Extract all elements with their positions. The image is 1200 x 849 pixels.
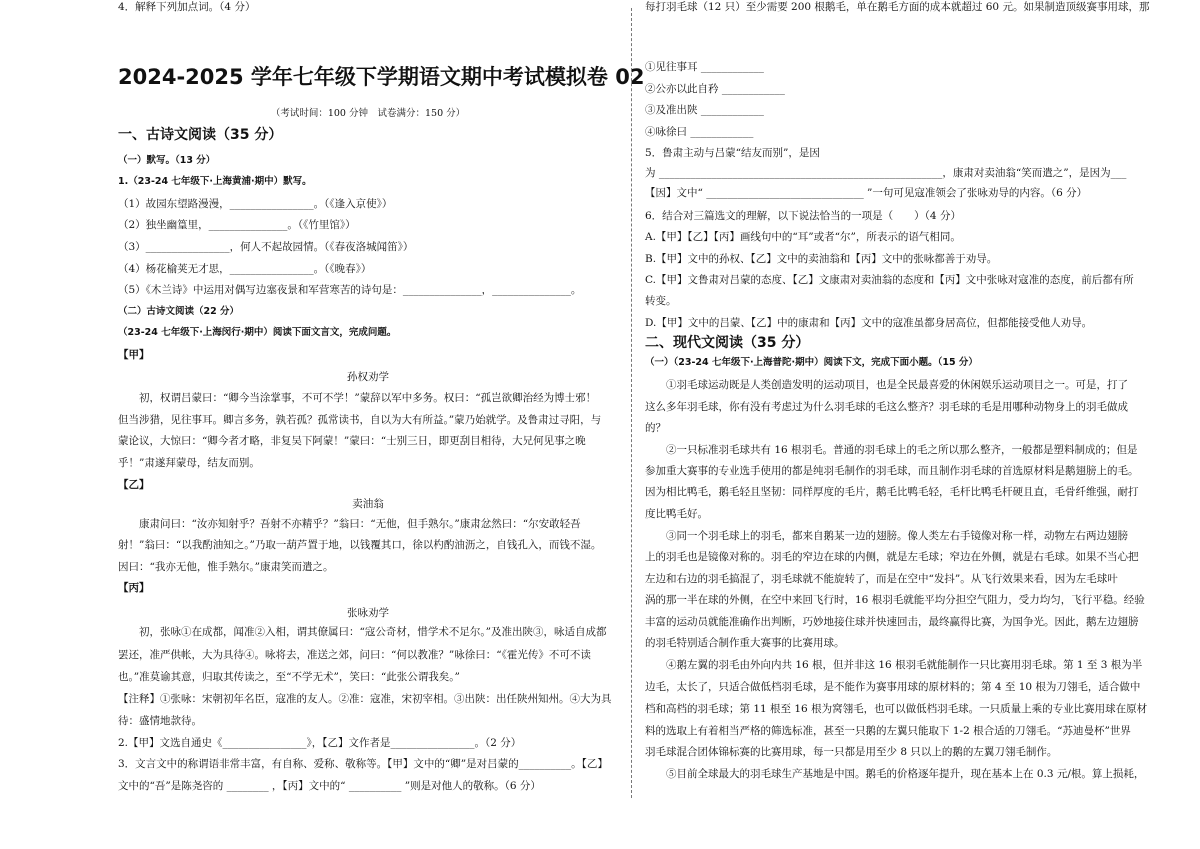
right-line: ②一只标准羽毛球共有 16 根羽毛。普通的羽毛球上的毛之所以那么整齐，一般都是塑料制成的；但是 [666, 444, 1138, 456]
right-line: 边毛，太长了，只适合做低档羽毛球，是不能作为赛事用球的原材料的；第 4 至 10 根为刀翎毛，适合做中 [645, 681, 1141, 693]
section-heading: 一、古诗文阅读（35 分） [118, 127, 283, 143]
right-line: 的？ [645, 422, 666, 434]
left-line: 但当涉猎，见往事耳。卿言多务，孰若孤？孤常读书，自以为大有所益。”蒙乃始就学。及鲁肃过寻阳，与 [118, 414, 602, 426]
left-line: 【乙】 [118, 479, 150, 491]
left-line: 康肃问曰：“汝亦知射乎？吾射不亦精乎？”翁曰：“无他，但手熟尔。”康肃忿然曰：“尔安敢轻吾 [139, 518, 581, 530]
right-line: 为 ______________________________________________________，康肃对卖油翁“笑而遣之”，是因为___ [645, 167, 1127, 179]
left-line: 也。”准莫谕其意，归取其传读之，至“不学无术”，笑曰：“此张公谓我矣。” [118, 671, 460, 683]
left-line: 【丙】 [118, 582, 150, 594]
right-line: 料的选取上有着相当严格的筛选标准，甚至一只鹅的左翼只能取下 1-2 根合适的刀翎毛。“苏迪曼杯”世界 [645, 725, 1131, 737]
section-heading: 二、现代文阅读（35 分） [645, 335, 810, 351]
left-line: （一）默写。（13 分） [118, 155, 216, 166]
right-line: A.【甲】【乙】【丙】画线句中的“耳”或者“尔”，所表示的语气相同。 [645, 231, 961, 243]
right-line: 档和高档的羽毛球；第 11 根至 16 根为窝翎毛，也可以做低档羽毛球。一只质量上乘的专业比赛用球在原材 [645, 703, 1148, 715]
left-line: （23-24 七年级下·上海闵行·期中）阅读下面文言文，完成问题。 [118, 327, 397, 338]
right-line: 羽毛球混合团体锦标赛的比赛用球，每一只都是用至少 8 只以上的鹅的左翼刀翎毛制作。 [645, 746, 1058, 758]
right-line: 的羽毛特别适合制作重大赛事的比赛用球。 [645, 637, 845, 649]
page-title: 2024-2025 学年七年级下学期语文期中考试模拟卷 02 [118, 65, 645, 89]
right-line: ④咏徐曰 ____________ [645, 126, 754, 138]
right-line: ①羽毛球运动既是人类创造发明的运动项目，也是全民最喜爱的休闲娱乐运动项目之一。可是，打了 [666, 379, 1128, 391]
right-line: ①见往事耳 ____________ [645, 61, 764, 73]
right-line: 5．鲁肃主动与吕蒙“结友而别”，是因 [645, 147, 820, 159]
left-line: 乎！”肃遂拜蒙母，结友而别。 [118, 457, 260, 469]
right-line: 这么多年羽毛球，你有没有考虑过为什么羽毛球的毛这么整齐？羽毛球的毛是用哪种动物身上的羽毛做成 [645, 401, 1128, 413]
left-line: （二）古诗文阅读（22 分） [118, 306, 240, 317]
right-line: 丰富的运动员就能准确作出判断，巧妙地接住球并快速回击，最终赢得比赛，为国争光。因此，鹅左边翅膀 [645, 616, 1139, 628]
right-line: D.【甲】文中的吕蒙、【乙】中的康肃和【丙】文中的寇准虽都身居高位，但都能接受他人劝导。 [645, 317, 1093, 329]
right-line: 6．结合对三篇选文的理解，以下说法恰当的一项是（ ）（4 分） [645, 210, 961, 222]
exam-info: （考试时间：100 分钟 试卷满分：150 分） [270, 108, 466, 119]
right-line: 转变。 [645, 295, 677, 307]
left-line: 【甲】 [118, 349, 150, 361]
column-divider [631, 8, 632, 798]
right-line: 上的羽毛也是镜像对称的。羽毛的窄边在球的内侧，就是左毛球；窄边在外侧，就是右毛球。如果不当心把 [645, 551, 1139, 563]
left-line: 4．解释下列加点词。（4 分） [118, 1, 256, 13]
right-line: ④鹅左翼的羽毛由外向内共 16 根，但并非这 16 根羽毛就能制作一只比赛用羽毛球。第 1 至 3 根为半 [666, 659, 1143, 671]
left-line: 孙权劝学 [347, 371, 389, 383]
left-line: （3）________________，何人不起故园情。（《春夜洛城闻笛》） [118, 241, 414, 253]
left-line: 3．文言文中的称谓语非常丰富，有自称、爱称、敬称等。【甲】文中的“卿”是对吕蒙的__________。【乙】 [118, 758, 608, 770]
left-line: 蒙论议，大惊曰：“卿今者才略，非复吴下阿蒙！”蒙曰：“士别三日，即更刮目相待，大兄何见事之晚 [118, 435, 586, 447]
right-line: 每打羽毛球（12 只）至少需要 200 根鹅毛，单在鹅毛方面的成本就超过 60 元。如果制造顶级赛事用球，那 [645, 1, 1150, 13]
left-line: 初，权谓吕蒙曰：“卿今当涂掌事，不可不学！”蒙辞以军中多务。权曰：“孤岂欲卿治经为博士邪！ [139, 392, 597, 404]
right-line: ⑤目前全球最大的羽毛球生产基地是中国。鹅毛的价格逐年提升，现在基本上在 0.3 元/根。算上损耗， [666, 768, 1145, 780]
left-line: 【注释】①张咏：宋朝初年名臣，寇准的友人。②准：寇准，宋初宰相。③出陕：出任陕州知州。④大为具 [118, 693, 612, 705]
right-line: 因为相比鸭毛，鹅毛轻且坚韧：同样厚度的毛片，鹅毛比鸭毛轻，毛杆比鸭毛杆硬且直，毛骨纤维强，耐打 [645, 486, 1139, 498]
left-line: 卖油翁 [352, 498, 384, 510]
right-line: B.【甲】文中的孙权、【乙】文中的卖油翁和【丙】文中的张咏都善于劝导。 [645, 253, 998, 265]
left-line: 待：盛情地款待。 [118, 715, 202, 727]
right-line: 【因】文中“ ______________________________ ”一句可见寇准领会了张咏劝导的内容。（6 分） [645, 187, 1088, 199]
left-line: （4）杨花榆荚无才思，________________。（《晚春》） [118, 263, 372, 275]
right-line: 涡的那一半在球的外侧，在空中来回飞行时，16 根羽毛就能平均分担空气阻力，受力均匀，飞行平稳。经验 [645, 594, 1145, 606]
left-line: 因曰：“我亦无他，惟手熟尔。”康肃笑而遣之。 [118, 561, 334, 573]
right-line: ②公亦以此自矜 ____________ [645, 83, 785, 95]
left-line: （5）《木兰诗》中运用对偶写边塞夜景和军营寒苦的诗句是：_______________，_______________。 [118, 284, 582, 296]
right-line: C.【甲】文鲁肃对吕蒙的态度、【乙】文康肃对卖油翁的态度和【丙】文中张咏对寇准的态度，前后都有所 [645, 274, 1134, 286]
left-line: 射！”翁曰：“以我酌油知之。”乃取一葫芦置于地，以钱覆其口，徐以杓酌油沥之，自钱孔入，而钱不湿。 [118, 539, 602, 551]
right-line: ③同一个羽毛球上的羽毛，都来自鹅某一边的翅膀。像人类左右手镜像对称一样，动物左右两边翅膀 [666, 530, 1128, 542]
right-line: 度比鸭毛好。 [645, 508, 708, 520]
left-line: 文中的“吾”是陈尧咨的 ________ ，【丙】文中的“ __________ ”则是对他人的敬称。（6 分） [118, 780, 541, 792]
right-line: 左边和右边的羽毛搞混了，羽毛球就不能旋转了，而是在空中“发抖”。从飞行效果来看，因为左毛球叶 [645, 573, 1118, 585]
left-line: 1.（23-24 七年级下·上海黄浦·期中）默写。 [118, 176, 312, 187]
left-line: （1）故园东望路漫漫，________________。（《逢入京使》） [118, 198, 393, 210]
right-line: 参加重大赛事的专业选手使用的都是纯羽毛制作的羽毛球，而且制作羽毛球的首选原材料是鹅翅膀上的毛。 [645, 465, 1139, 477]
left-line: 初，张咏①在成都，闻准②入相，谓其僚属曰：“寇公奇材，惜学术不足尔。”及准出陕③，咏适自成都 [139, 626, 607, 638]
left-line: 2.【甲】文选自通史《________________》，【乙】文作者是________________。（2 分） [118, 737, 522, 749]
right-line: （一）（23-24 七年级下·上海普陀·期中）阅读下文，完成下面小题。（15 分） [645, 357, 978, 368]
left-line: 张咏劝学 [347, 607, 389, 619]
left-line: 罢还，准严供帐，大为具待④。咏将去，准送之郊，问曰：“何以教准？”咏徐曰：“《霍光传》不可不读 [118, 649, 591, 661]
right-line: ③及准出陕 ____________ [645, 104, 764, 116]
left-line: （2）独坐幽篁里，_______________。（《竹里馆》） [118, 219, 356, 231]
